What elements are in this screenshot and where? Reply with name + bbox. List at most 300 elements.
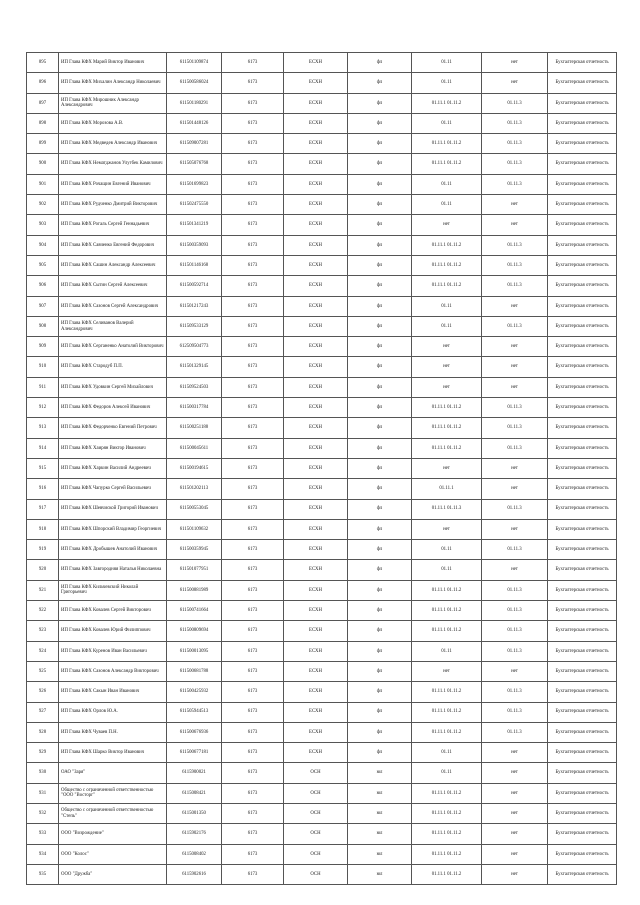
okved-codes-cell: 01.11 [412, 113, 482, 133]
additional-okved-cell: 01.11.3 [482, 438, 548, 458]
entity-name-cell: ИП Глава КФХ Дробышев Анатолий Иванович [59, 540, 167, 560]
tax-office-code-cell: 6173 [222, 499, 284, 519]
entity-name-cell: ИП Глава КФХ Стародуб П.П. [59, 357, 167, 377]
report-form-cell: Бухгалтерская отчетность [548, 377, 617, 397]
report-form-cell: Бухгалтерская отчетность [548, 560, 617, 580]
report-form-cell: Бухгалтерская отчетность [548, 824, 617, 844]
tax-office-code-cell: 6173 [222, 661, 284, 681]
row-number-cell: 909 [27, 337, 59, 357]
tax-regime-cell: ЕСХН [284, 73, 348, 93]
tax-office-code-cell: 6173 [222, 621, 284, 641]
inn-cell: 6115900021 [167, 763, 222, 783]
tax-office-code-cell: 6173 [222, 458, 284, 478]
tax-office-code-cell: 6173 [222, 540, 284, 560]
tax-office-code-cell: 6173 [222, 398, 284, 418]
additional-okved-cell: 01.11.3 [482, 641, 548, 661]
tax-office-code-cell: 6173 [222, 519, 284, 539]
row-number-cell: 933 [27, 824, 59, 844]
inn-cell: 611500045611 [167, 438, 222, 458]
tax-regime-cell: ЕСХН [284, 134, 348, 154]
table-row [27, 743, 617, 763]
entity-name-cell: ИП Глава КФХ Удовкин Сергей Михайлович [59, 377, 167, 397]
tax-office-code-cell: 6173 [222, 722, 284, 742]
entity-type-cell: фл [348, 377, 412, 397]
additional-okved-cell: 01.11.3 [482, 93, 548, 113]
additional-okved-cell: 01.11.3 [482, 722, 548, 742]
okved-codes-cell: 01.11.1 01.11.2 [412, 235, 482, 255]
additional-okved-cell: нет [482, 73, 548, 93]
okved-codes-cell: нет [412, 337, 482, 357]
tax-office-code-cell: 6173 [222, 702, 284, 722]
additional-okved-cell: нет [482, 519, 548, 539]
okved-codes-cell: нет [412, 215, 482, 235]
tax-office-code-cell: 6173 [222, 53, 284, 73]
entity-type-cell: фл [348, 499, 412, 519]
tax-office-code-cell: 6173 [222, 316, 284, 336]
inn-cell: 611509533129 [167, 316, 222, 336]
report-form-cell: Бухгалтерская отчетность [548, 255, 617, 275]
entity-name-cell: ИП Глава КФХ Мирошник Александр Александрович [59, 93, 167, 113]
entity-name-cell: ИП Глава КФХ Шарко Виктор Иванович [59, 743, 167, 763]
report-form-cell: Бухгалтерская отчетность [548, 621, 617, 641]
okved-codes-cell: 01.11.1 01.11.2 [412, 702, 482, 722]
report-form-cell: Бухгалтерская отчетность [548, 743, 617, 763]
report-form-cell: Бухгалтерская отчетность [548, 73, 617, 93]
okved-codes-cell: 01.11 [412, 316, 482, 336]
okved-codes-cell: 01.11.1 01.11.2 [412, 398, 482, 418]
additional-okved-cell: нет [482, 458, 548, 478]
report-form-cell: Бухгалтерская отчетность [548, 337, 617, 357]
table-row [27, 458, 617, 478]
report-form-cell: Бухгалтерская отчетность [548, 580, 617, 600]
tax-regime-cell: ЕСХН [284, 499, 348, 519]
entity-name-cell: ИП Глава КФХ Нематджанов Улугбек Камилович [59, 154, 167, 174]
entity-type-cell: фл [348, 418, 412, 438]
inn-cell: 611501202113 [167, 479, 222, 499]
row-number-cell: 931 [27, 783, 59, 803]
okved-codes-cell: 01.11 [412, 540, 482, 560]
entity-type-cell: фл [348, 154, 412, 174]
okved-codes-cell: 01.11.1 01.11.2 [412, 93, 482, 113]
additional-okved-cell: нет [482, 215, 548, 235]
entity-type-cell: фл [348, 174, 412, 194]
okved-codes-cell: 01.11.1 01.11.2 [412, 580, 482, 600]
inn-cell: 611500681788 [167, 661, 222, 681]
row-number-cell: 913 [27, 418, 59, 438]
tax-office-code-cell: 6173 [222, 418, 284, 438]
table-row [27, 93, 617, 113]
tax-regime-cell: ЕСХН [284, 641, 348, 661]
tax-regime-cell: ЕСХН [284, 113, 348, 133]
report-form-cell: Бухгалтерская отчетность [548, 479, 617, 499]
row-number-cell: 926 [27, 682, 59, 702]
additional-okved-cell: 01.11.3 [482, 174, 548, 194]
row-number-cell: 916 [27, 479, 59, 499]
entity-type-cell: фл [348, 93, 412, 113]
tax-office-code-cell: 6173 [222, 357, 284, 377]
inn-cell: 6115008402 [167, 844, 222, 864]
table-row [27, 113, 617, 133]
okved-codes-cell: 01.11 [412, 73, 482, 93]
entity-name-cell: ИП Глава КФХ Рогаль Сергей Геннадьевич [59, 215, 167, 235]
inn-cell: 611500013095 [167, 641, 222, 661]
row-number-cell: 902 [27, 195, 59, 215]
entity-type-cell: фл [348, 195, 412, 215]
tax-regime-cell: ЕСХН [284, 235, 348, 255]
entity-name-cell: ИП Глава КФХ Серганенко Анатолий Викторович [59, 337, 167, 357]
tax-regime-cell: ЕСХН [284, 174, 348, 194]
entity-type-cell: юл [348, 763, 412, 783]
entity-type-cell: фл [348, 560, 412, 580]
tax-regime-cell: ЕСХН [284, 438, 348, 458]
inn-cell: 611501217243 [167, 296, 222, 316]
okved-codes-cell: 01.11.1 01.11.2 [412, 682, 482, 702]
row-number-cell: 923 [27, 621, 59, 641]
row-number-cell: 895 [27, 53, 59, 73]
row-number-cell: 911 [27, 377, 59, 397]
inn-cell: 611501109874 [167, 53, 222, 73]
table-row [27, 540, 617, 560]
table-row [27, 53, 617, 73]
okved-codes-cell: 01.11.1 01.11.3 [412, 499, 482, 519]
report-form-cell: Бухгалтерская отчетность [548, 398, 617, 418]
tax-regime-cell: ЕСХН [284, 154, 348, 174]
inn-cell: 611500586024 [167, 73, 222, 93]
tax-office-code-cell: 6173 [222, 377, 284, 397]
row-number-cell: 901 [27, 174, 59, 194]
additional-okved-cell: нет [482, 864, 548, 884]
report-form-cell: Бухгалтерская отчетность [548, 154, 617, 174]
entity-name-cell: ООО "Дружба" [59, 864, 167, 884]
okved-codes-cell: 01.11 [412, 53, 482, 73]
inn-cell: 611501699823 [167, 174, 222, 194]
tax-regime-cell: ЕСХН [284, 337, 348, 357]
entity-type-cell: фл [348, 73, 412, 93]
row-number-cell: 925 [27, 661, 59, 681]
table-row [27, 174, 617, 194]
table-row [27, 499, 617, 519]
table-row [27, 73, 617, 93]
tax-regime-cell: ЕСХН [284, 540, 348, 560]
row-number-cell: 924 [27, 641, 59, 661]
table-row [27, 296, 617, 316]
tax-office-code-cell: 6173 [222, 255, 284, 275]
inn-cell: 6115902616 [167, 864, 222, 884]
tax-regime-cell: ЕСХН [284, 601, 348, 621]
entity-type-cell: фл [348, 479, 412, 499]
additional-okved-cell: нет [482, 661, 548, 681]
row-number-cell: 917 [27, 499, 59, 519]
tax-regime-cell: ЕСХН [284, 479, 348, 499]
entity-type-cell: фл [348, 255, 412, 275]
entity-type-cell: фл [348, 702, 412, 722]
entity-type-cell: фл [348, 296, 412, 316]
row-number-cell: 900 [27, 154, 59, 174]
row-number-cell: 927 [27, 702, 59, 722]
entity-type-cell: юл [348, 824, 412, 844]
entity-type-cell: фл [348, 438, 412, 458]
inn-cell: 611500251188 [167, 418, 222, 438]
tax-regime-cell: ЕСХН [284, 458, 348, 478]
entity-type-cell: юл [348, 844, 412, 864]
inn-cell: 611501146168 [167, 255, 222, 275]
additional-okved-cell: нет [482, 53, 548, 73]
entity-name-cell: ИП Глава КФХ Харкин Василий Андреевич [59, 458, 167, 478]
report-form-cell: Бухгалтерская отчетность [548, 844, 617, 864]
entity-name-cell: ИП Глава КФХ Марий Виктор Иванович [59, 53, 167, 73]
inn-cell: 611509524503 [167, 377, 222, 397]
tax-office-code-cell: 6173 [222, 560, 284, 580]
entity-name-cell: ИП Глава КФХ Куренов Иван Васильевич [59, 641, 167, 661]
entity-name-cell: ИП Глава КФХ Завгородняя Наталья Николаевна [59, 560, 167, 580]
additional-okved-cell: 01.11.3 [482, 702, 548, 722]
table-row [27, 864, 617, 884]
entity-type-cell: юл [348, 783, 412, 803]
okved-codes-cell: 01.11 [412, 560, 482, 580]
entity-name-cell: Общество с ограниченной ответственностью "ООО "Восторг" [59, 783, 167, 803]
inn-cell: 6115902176 [167, 824, 222, 844]
report-form-cell: Бухгалтерская отчетность [548, 803, 617, 823]
additional-okved-cell: 01.11.3 [482, 235, 548, 255]
okved-codes-cell: 01.11 [412, 195, 482, 215]
table-row [27, 661, 617, 681]
entity-name-cell: ИП Глава КФХ Федорченко Евгений Петрович [59, 418, 167, 438]
okved-codes-cell: нет [412, 357, 482, 377]
tax-regime-cell: ОСН [284, 783, 348, 803]
table-row [27, 479, 617, 499]
tax-office-code-cell: 6173 [222, 479, 284, 499]
row-number-cell: 897 [27, 93, 59, 113]
table-row [27, 722, 617, 742]
tax-regime-cell: ЕСХН [284, 377, 348, 397]
report-form-cell: Бухгалтерская отчетность [548, 418, 617, 438]
report-form-cell: Бухгалтерская отчетность [548, 540, 617, 560]
entity-type-cell: фл [348, 519, 412, 539]
report-form-cell: Бухгалтерская отчетность [548, 702, 617, 722]
table-row [27, 377, 617, 397]
tax-office-code-cell: 6173 [222, 93, 284, 113]
okved-codes-cell: 01.11.1 01.11.2 [412, 276, 482, 296]
additional-okved-cell: нет [482, 377, 548, 397]
report-form-cell: Бухгалтерская отчетность [548, 519, 617, 539]
report-form-cell: Бухгалтерская отчетность [548, 357, 617, 377]
additional-okved-cell: 01.11.3 [482, 682, 548, 702]
report-form-cell: Бухгалтерская отчетность [548, 316, 617, 336]
tax-regime-cell: ЕСХН [284, 418, 348, 438]
tax-regime-cell: ЕСХН [284, 53, 348, 73]
entity-name-cell: ОАО "Заря" [59, 763, 167, 783]
row-number-cell: 930 [27, 763, 59, 783]
table-row [27, 316, 617, 336]
tax-regime-cell: ОСН [284, 864, 348, 884]
entity-name-cell: ИП Глава КФХ Чапурко Сергей Васильевич [59, 479, 167, 499]
entity-type-cell: фл [348, 276, 412, 296]
tax-regime-cell: ЕСХН [284, 398, 348, 418]
entity-name-cell: ИП Глава КФХ Рудченко Дмитрий Викторович [59, 195, 167, 215]
table-row [27, 134, 617, 154]
report-form-cell: Бухгалтерская отчетность [548, 682, 617, 702]
table-row [27, 803, 617, 823]
okved-codes-cell: 01.11.1 01.11.2 [412, 844, 482, 864]
entity-type-cell: фл [348, 621, 412, 641]
table-row [27, 276, 617, 296]
okved-codes-cell: 01.11.1 01.11.2 [412, 601, 482, 621]
entity-type-cell: фл [348, 540, 412, 560]
report-form-cell: Бухгалтерская отчетность [548, 458, 617, 478]
additional-okved-cell: нет [482, 337, 548, 357]
entity-name-cell: ИП Глава КФХ Сакын Иван Иванович [59, 682, 167, 702]
inn-cell: 611500317784 [167, 398, 222, 418]
report-form-cell: Бухгалтерская отчетность [548, 195, 617, 215]
report-form-cell: Бухгалтерская отчетность [548, 53, 617, 73]
additional-okved-cell: 01.11.3 [482, 601, 548, 621]
entity-type-cell: фл [348, 53, 412, 73]
entity-name-cell: ИП Глава КФХ Кильчевский Николай Григорьевич [59, 580, 167, 600]
okved-codes-cell: 01.11.1 01.11.2 [412, 621, 482, 641]
table-row [27, 560, 617, 580]
okved-codes-cell: 01.11.1 [412, 479, 482, 499]
tax-office-code-cell: 6173 [222, 844, 284, 864]
report-form-cell: Бухгалтерская отчетность [548, 864, 617, 884]
tax-regime-cell: ОСН [284, 803, 348, 823]
row-number-cell: 898 [27, 113, 59, 133]
row-number-cell: 903 [27, 215, 59, 235]
tax-regime-cell: ЕСХН [284, 702, 348, 722]
additional-okved-cell: 01.11.3 [482, 398, 548, 418]
report-form-cell: Бухгалтерская отчетность [548, 499, 617, 519]
report-form-cell: Бухгалтерская отчетность [548, 641, 617, 661]
entity-type-cell: фл [348, 235, 412, 255]
tax-regime-cell: ЕСХН [284, 215, 348, 235]
additional-okved-cell: 01.11.3 [482, 540, 548, 560]
row-number-cell: 919 [27, 540, 59, 560]
tax-office-code-cell: 6173 [222, 134, 284, 154]
tax-office-code-cell: 6173 [222, 641, 284, 661]
row-number-cell: 929 [27, 743, 59, 763]
entity-type-cell: фл [348, 641, 412, 661]
row-number-cell: 935 [27, 864, 59, 884]
tax-office-code-cell: 6173 [222, 783, 284, 803]
tax-office-code-cell: 6173 [222, 195, 284, 215]
entity-name-cell: ИП Глава КФХ Рочащин Евгений Иванович [59, 174, 167, 194]
table-row [27, 621, 617, 641]
inn-cell: 611509007281 [167, 134, 222, 154]
tax-office-code-cell: 6173 [222, 864, 284, 884]
entity-name-cell: ИП Глава КФХ Чуваев П.Н. [59, 722, 167, 742]
tax-office-code-cell: 6173 [222, 73, 284, 93]
entity-name-cell: ИП Глава КФХ Сытин Сергей Алексеевич [59, 276, 167, 296]
entity-type-cell: фл [348, 601, 412, 621]
additional-okved-cell: 01.11.3 [482, 499, 548, 519]
tax-office-code-cell: 6173 [222, 174, 284, 194]
entity-name-cell: ИП Глава КФХ Ковалев Юрий Филиппович [59, 621, 167, 641]
inn-cell: 611500809694 [167, 621, 222, 641]
table-row [27, 215, 617, 235]
row-number-cell: 921 [27, 580, 59, 600]
okved-codes-cell: нет [412, 458, 482, 478]
table-row [27, 398, 617, 418]
tax-office-code-cell: 6173 [222, 601, 284, 621]
okved-codes-cell: 01.11.1 01.11.2 [412, 438, 482, 458]
tax-regime-cell: ОСН [284, 824, 348, 844]
inn-cell: 611500553045 [167, 499, 222, 519]
tax-regime-cell: ЕСХН [284, 519, 348, 539]
report-form-cell: Бухгалтерская отчетность [548, 601, 617, 621]
report-form-cell: Бухгалтерская отчетность [548, 235, 617, 255]
okved-codes-cell: 01.11.1 01.11.2 [412, 134, 482, 154]
entity-type-cell: фл [348, 722, 412, 742]
table-row [27, 154, 617, 174]
okved-codes-cell: 01.11 [412, 641, 482, 661]
additional-okved-cell: 01.11.3 [482, 621, 548, 641]
inn-cell: 611501180291 [167, 93, 222, 113]
entity-type-cell: фл [348, 458, 412, 478]
inn-cell: 611500359945 [167, 540, 222, 560]
inn-cell: 611501077951 [167, 560, 222, 580]
tax-regime-cell: ЕСХН [284, 661, 348, 681]
tax-office-code-cell: 6173 [222, 682, 284, 702]
tax-office-code-cell: 6173 [222, 154, 284, 174]
entity-type-cell: фл [348, 743, 412, 763]
inn-cell: 611500677181 [167, 743, 222, 763]
report-form-cell: Бухгалтерская отчетность [548, 113, 617, 133]
okved-codes-cell: 01.11.1 01.11.2 [412, 824, 482, 844]
entity-type-cell: фл [348, 215, 412, 235]
report-form-cell: Бухгалтерская отчетность [548, 438, 617, 458]
additional-okved-cell: 01.11.3 [482, 276, 548, 296]
table-row [27, 824, 617, 844]
okved-codes-cell: 01.11.1 01.11.2 [412, 255, 482, 275]
entity-name-cell: ИП Глава КФХ Морозова А.В. [59, 113, 167, 133]
table-row [27, 682, 617, 702]
entity-name-cell: ИП Глава КФХ Орлов Ю.А. [59, 702, 167, 722]
table-row [27, 337, 617, 357]
tax-regime-cell: ОСН [284, 763, 348, 783]
entity-name-cell: ИП Глава КФХ Сазонов Сергей Александрович [59, 296, 167, 316]
inn-cell: 6115001350 [167, 803, 222, 823]
okved-codes-cell: 01.11 [412, 296, 482, 316]
entity-type-cell: юл [348, 803, 412, 823]
additional-okved-cell: 01.11.3 [482, 580, 548, 600]
report-form-cell: Бухгалтерская отчетность [548, 763, 617, 783]
entity-name-cell: ИП Глава КФХ Сазонов Александр Викторович [59, 661, 167, 681]
tax-regime-cell: ЕСХН [284, 255, 348, 275]
additional-okved-cell: нет [482, 844, 548, 864]
tax-regime-cell: ЕСХН [284, 276, 348, 296]
row-number-cell: 899 [27, 134, 59, 154]
tax-regime-cell: ЕСХН [284, 316, 348, 336]
okved-codes-cell: 01.11 [412, 763, 482, 783]
additional-okved-cell: 01.11.3 [482, 134, 548, 154]
row-number-cell: 922 [27, 601, 59, 621]
row-number-cell: 908 [27, 316, 59, 336]
table-row [27, 641, 617, 661]
report-form-cell: Бухгалтерская отчетность [548, 134, 617, 154]
inn-cell: 611500425932 [167, 682, 222, 702]
entity-name-cell: ИП Глава КФХ Шпорский Владимир Георгиевич [59, 519, 167, 539]
table-row [27, 357, 617, 377]
registry-table [26, 52, 617, 885]
row-number-cell: 918 [27, 519, 59, 539]
registry-table-body [27, 53, 617, 885]
report-form-cell: Бухгалтерская отчетность [548, 93, 617, 113]
table-row [27, 580, 617, 600]
additional-okved-cell: нет [482, 195, 548, 215]
report-form-cell: Бухгалтерская отчетность [548, 296, 617, 316]
okved-codes-cell: 01.11.1 01.11.2 [412, 418, 482, 438]
tax-office-code-cell: 6173 [222, 824, 284, 844]
report-form-cell: Бухгалтерская отчетность [548, 722, 617, 742]
